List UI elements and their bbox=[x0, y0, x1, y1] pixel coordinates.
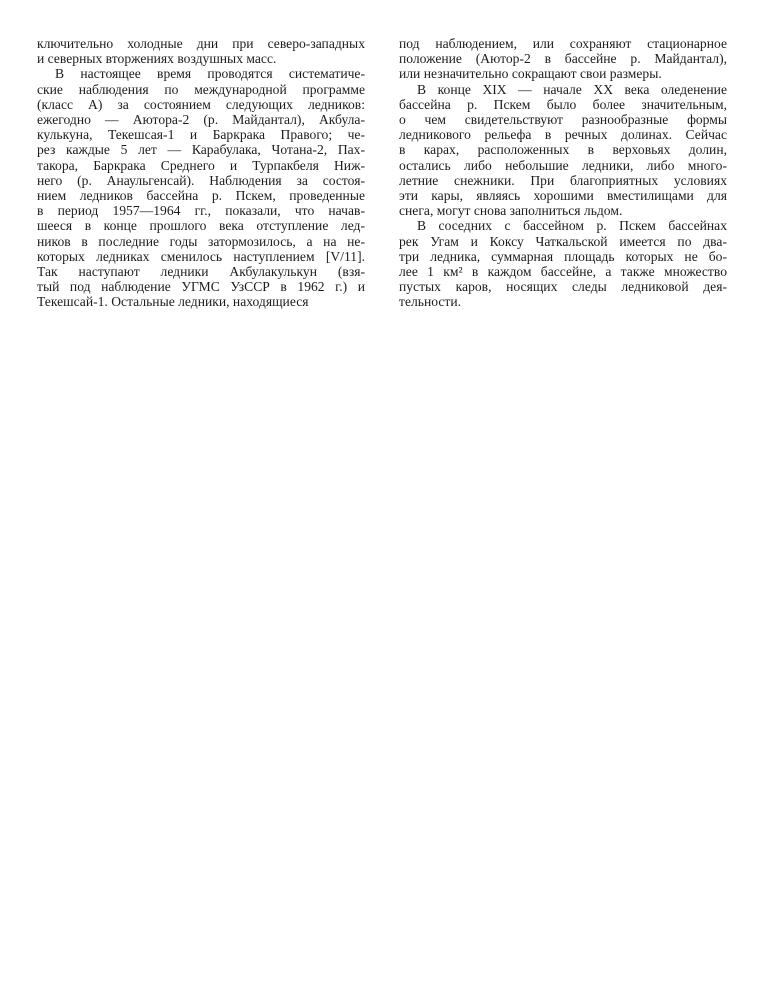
text-line: тельности. bbox=[399, 294, 462, 310]
text-line: ские наблюдения по международной программе bbox=[37, 81, 365, 97]
paragraph bbox=[399, 36, 727, 82]
text-line: лее 1 км² в каждом бассейне, а также множество bbox=[399, 264, 727, 280]
text-line: снега, могут снова заполниться льдом. bbox=[399, 203, 623, 219]
text-line: тый под наблюдение УГМС УзССР в 1962 г.) и bbox=[37, 279, 365, 295]
text-line: шееся в конце прошлого века отступление лед- bbox=[37, 218, 365, 234]
text-line: в карах, расположенных в верховьях долин, bbox=[399, 142, 727, 158]
text-line: и северных вторжениях воздушных масс. bbox=[37, 51, 277, 67]
text-line: (класс А) за состоянием следующих ледников: bbox=[37, 96, 365, 112]
text-line: В конце XIX — начале XX века оледенение bbox=[417, 81, 727, 97]
text-line: такора, Баркрака Среднего и Турпакбеля Ниж- bbox=[37, 157, 365, 173]
text-line: которых ледниках сменилось наступлением [V/11]. bbox=[37, 248, 365, 264]
paragraph bbox=[37, 36, 365, 66]
text-line: рек Угам и Коксу Чаткальской имеется по два- bbox=[399, 233, 727, 249]
text-line: В соседних с бассейном р. Пскем бассейнах bbox=[417, 218, 727, 234]
text-line: положение (Аютор-2 в бассейне р. Майдантал), bbox=[399, 51, 727, 67]
text-line: остались либо небольшие ледники, либо много- bbox=[399, 157, 727, 173]
text-line: Так наступают ледники Акбулакулькун (взя- bbox=[37, 264, 365, 280]
text-line: летние снежники. При благоприятных условиях bbox=[399, 172, 727, 188]
paragraph bbox=[37, 66, 365, 309]
text-line: бассейна р. Пскем было более значительным, bbox=[399, 96, 727, 112]
text-line: ников в последние годы затормозилось, а на не- bbox=[37, 233, 365, 249]
text-line: В настоящее время проводятся систематиче- bbox=[55, 66, 365, 82]
text-line: Текешсай-1. Остальные ледники, находящиеся bbox=[37, 294, 309, 310]
text-line: пустых каров, носящих следы ледниковой дея- bbox=[399, 279, 727, 295]
paragraph bbox=[399, 218, 727, 309]
text-line: эти кары, являясь хорошими вместилищами для bbox=[399, 188, 727, 204]
text-line: него (р. Анаульгенсай). Наблюдения за состоя- bbox=[37, 172, 365, 188]
left-column bbox=[37, 36, 365, 310]
text-line: о чем свидетельствуют разнообразные формы bbox=[399, 112, 727, 128]
text-line: рез каждые 5 лет — Карабулака, Чотана-2, Пах- bbox=[37, 142, 365, 158]
text-line: ключительно холодные дни при северо-западных bbox=[37, 36, 365, 51]
paragraph bbox=[399, 82, 727, 219]
text-line: в период 1957—1964 гг., показали, что начав- bbox=[37, 203, 365, 219]
right-column bbox=[399, 36, 727, 310]
text-line: три ледника, суммарная площадь которых не бо- bbox=[399, 248, 727, 264]
text-line: или незначительно сокращают свои размеры. bbox=[399, 66, 662, 82]
text-line: ежегодно — Аютора-2 (р. Майдантал), Акбула- bbox=[37, 112, 365, 128]
text-line: под наблюдением, или сохраняют стационарное bbox=[399, 36, 727, 51]
text-line: ледникового рельефа в речных долинах. Сейчас bbox=[399, 127, 727, 143]
text-line: кулькуна, Текешсая-1 и Баркрака Правого; че- bbox=[37, 127, 365, 143]
text-line: нием ледников бассейна р. Пскем, проведенные bbox=[37, 188, 365, 204]
